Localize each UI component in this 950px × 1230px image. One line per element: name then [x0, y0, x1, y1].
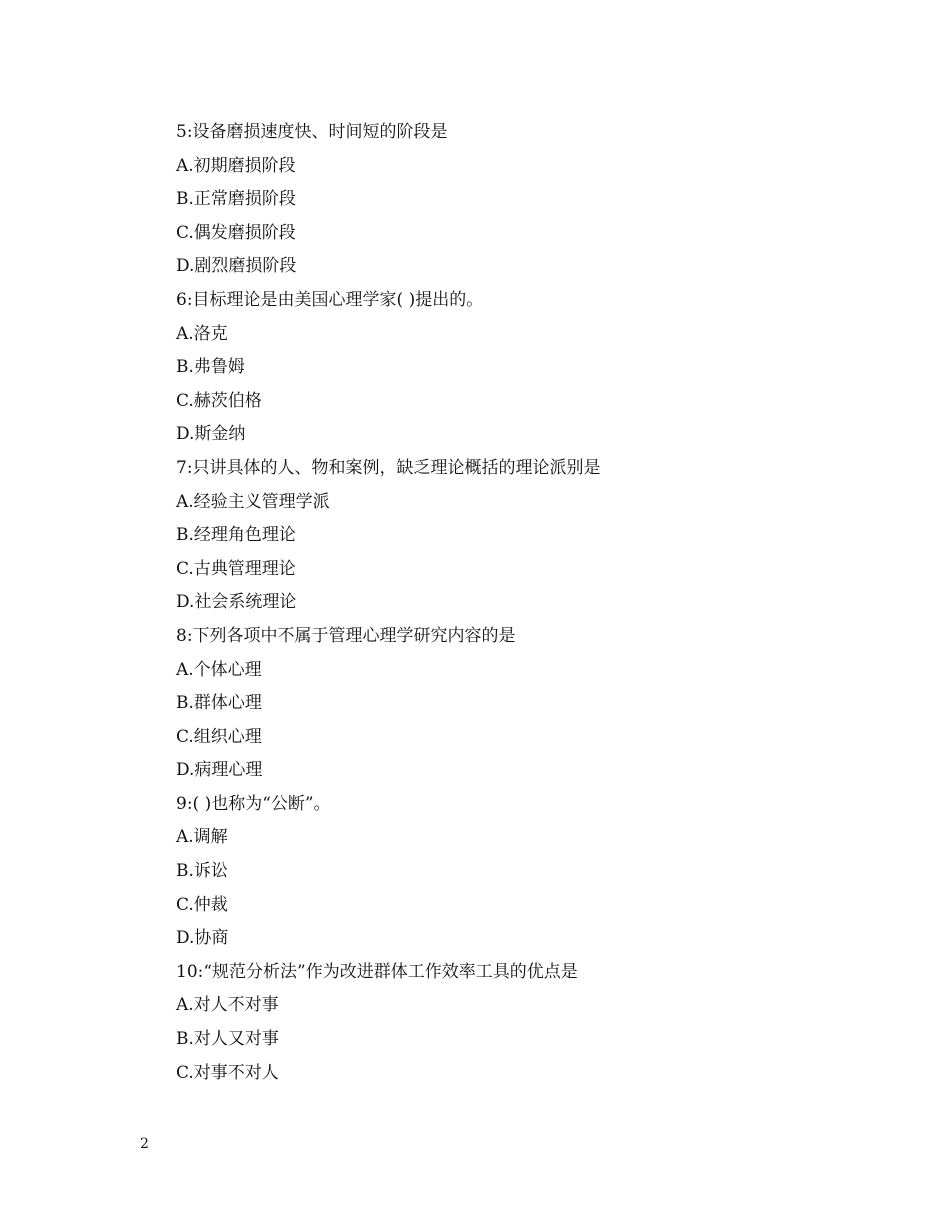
answer-option: C.组织心理: [176, 726, 262, 747]
answer-option: B.正常磨损阶段: [176, 189, 296, 210]
answer-option: A.初期磨损阶段: [176, 155, 296, 176]
answer-option: C.对事不对人: [176, 1062, 279, 1083]
answer-option: A.经验主义管理学派: [176, 491, 330, 512]
answer-option: A.个体心理: [176, 659, 262, 680]
answer-option: B.群体心理: [176, 693, 262, 714]
answer-option: C.仲裁: [176, 894, 228, 915]
answer-option: C.偶发磨损阶段: [176, 222, 296, 243]
question-stem: 6:目标理论是由美国心理学家( )提出的。: [176, 289, 484, 310]
page-number: 2: [140, 1136, 149, 1152]
question-stem: 7:只讲具体的人、物和案例，缺乏理论概括的理论派别是: [176, 457, 601, 478]
answer-option: C.古典管理理论: [176, 558, 296, 579]
answer-option: D.协商: [176, 928, 229, 949]
answer-option: A.洛克: [176, 323, 228, 344]
answer-option: D.社会系统理论: [176, 592, 297, 613]
question-list: [176, 116, 876, 1090]
answer-option: A.对人不对事: [176, 995, 279, 1016]
answer-option: D.斯金纳: [176, 424, 246, 445]
answer-option: D.病理心理: [176, 760, 263, 781]
answer-option: B.经理角色理论: [176, 525, 296, 546]
answer-option: D.剧烈磨损阶段: [176, 256, 297, 277]
answer-option: C.赫茨伯格: [176, 390, 262, 411]
answer-option: B.弗鲁姆: [176, 357, 245, 378]
question-stem: 8:下列各项中不属于管理心理学研究内容的是: [176, 625, 516, 646]
answer-option: B.对人又对事: [176, 1029, 279, 1050]
answer-option: A.调解: [176, 827, 228, 848]
question-stem: 10:“规范分析法”作为改进群体工作效率工具的优点是: [176, 961, 578, 982]
question-stem: 9:( )也称为“公断”。: [176, 793, 331, 814]
question-stem: 5:设备磨损速度快、时间短的阶段是: [176, 122, 448, 142]
answer-option: B.诉讼: [176, 861, 228, 882]
